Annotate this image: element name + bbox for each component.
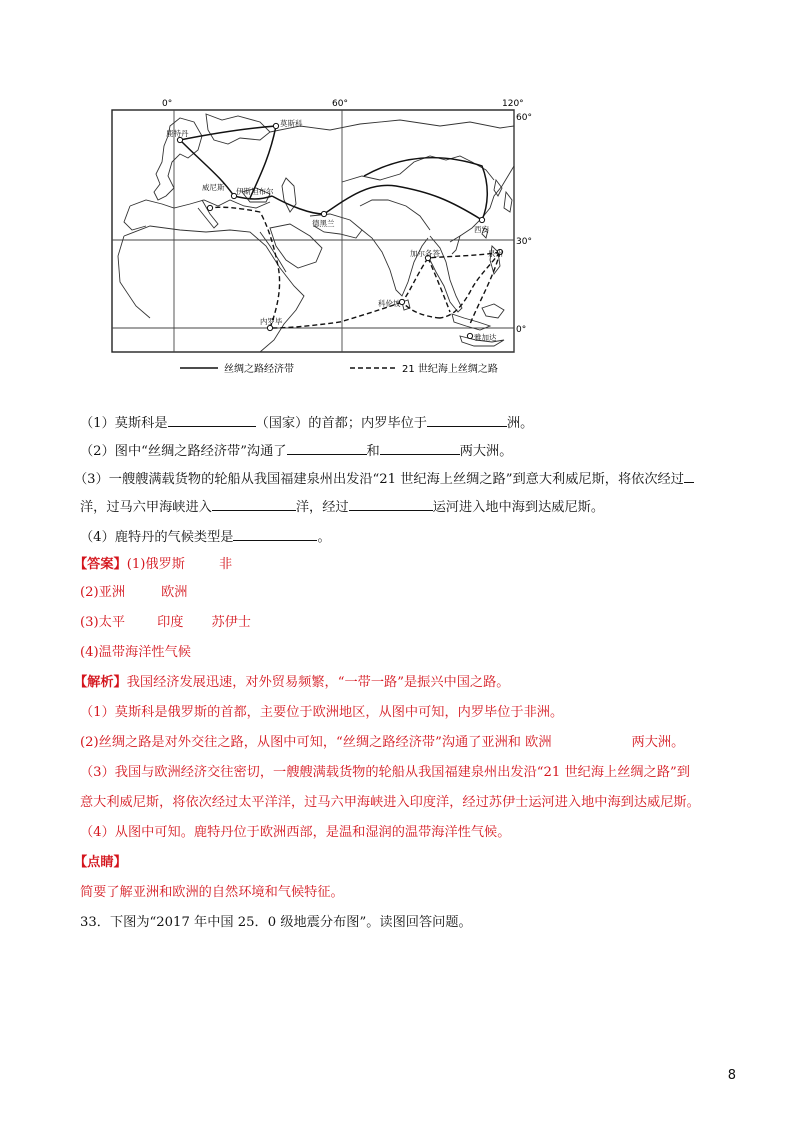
analysis-p1: （1）莫斯科是俄罗斯的首都，主要位于欧洲地区，从图中可知，内罗毕位于非洲。 <box>80 705 564 720</box>
analysis-p3-line-2: 意大利威尼斯，将依次经过太平洋洋，过马六甲海峡进入印度洋，经过苏伊士运河进入地中海到达威尼斯。 <box>80 795 700 810</box>
silk-road-map <box>110 96 530 382</box>
answer-blank[interactable] <box>287 440 367 455</box>
city-rotterdam-label: 鹿特丹 <box>166 129 189 138</box>
city-quanzhou-label: 泉州 <box>488 249 503 258</box>
city-jakarta-label: 雅加达 <box>474 333 497 342</box>
legend-sea-route: 21 世纪海上丝绸之路 <box>402 364 498 375</box>
answer-blank[interactable] <box>684 468 694 483</box>
point-text: 简要了解亚洲和欧洲的自然环境和气候特征。 <box>80 885 344 900</box>
answer-blank[interactable] <box>233 526 317 541</box>
analysis-label: 【解析】 <box>74 675 127 690</box>
city-xian-label: 西安 <box>474 225 489 234</box>
lat-label-60: 60° <box>516 113 532 123</box>
city-moscow-label: 莫斯科 <box>280 119 303 128</box>
answer-line-3: (3)太平 印度 苏伊士 <box>80 615 251 630</box>
question-1: （1）莫斯科是 （国家）的首都；内罗毕位于 洲。 <box>80 412 533 433</box>
question-4: （4）鹿特丹的气候类型是 。 <box>80 526 331 547</box>
legend-land-route: 丝绸之路经济带 <box>224 364 294 375</box>
point-label-line <box>74 854 127 872</box>
answer-blank[interactable] <box>168 412 256 427</box>
answer-line-2: (2)亚洲 欧洲 <box>80 585 188 600</box>
analysis-p4: （4）从图中可知。鹿特丹位于欧洲西部，是温和湿润的温带海洋性气候。 <box>80 825 511 840</box>
city-kolkata-label: 加尔各答 <box>410 249 440 258</box>
lat-label-30: 30° <box>516 237 532 247</box>
analysis-p2: (2)丝绸之路是对外交往之路，从图中可知，“丝绸之路经济带”沟通了亚洲和 欧洲 两大洲。 <box>80 735 685 750</box>
page-number: 8 <box>727 1068 736 1083</box>
analysis-intro: 【解析】我国经济发展迅速，对外贸易频繁，“一带一路”是振兴中国之路。 <box>74 675 510 690</box>
lon-label-0: 0° <box>162 99 173 109</box>
city-nairobi-label: 内罗毕 <box>260 317 283 326</box>
question-2: （2）图中“丝绸之路经济带”沟通了 和 两大洲。 <box>80 440 512 461</box>
lon-label-120: 120° <box>502 99 524 109</box>
answer-blank[interactable] <box>349 496 433 511</box>
lat-label-0: 0° <box>516 325 527 335</box>
answer-line-1: 【答案】(1)俄罗斯 非 <box>74 557 233 572</box>
city-dushanbe-label: 德黑兰 <box>312 219 335 228</box>
answer-line-4: (4)温带海洋性气候 <box>80 645 191 660</box>
question-3-line-1: （3）一艘艘满载货物的轮船从我国福建泉州出发沿“21 世纪海上丝绸之路”到意大利威尼斯，将依次经过 <box>74 468 694 489</box>
question-3-line-2: 洋，过马六甲海峡进入 洋，经过 运河进入地中海到达威尼斯。 <box>80 496 604 517</box>
answer-blank[interactable] <box>380 440 460 455</box>
city-colombo-label: 科伦坡 <box>378 299 401 308</box>
point-label: 【点睛】 <box>74 855 127 870</box>
answer-blank[interactable] <box>427 412 507 427</box>
question-33: 33．下图为“2017 年中国 25．0 级地震分布图”。读图回答问题。 <box>80 915 472 930</box>
answer-blank[interactable] <box>212 496 296 511</box>
lon-label-60: 60° <box>332 99 348 109</box>
analysis-p3-line-1: （3）我国与欧洲经济交往密切，一艘艘满载货物的轮船从我国福建泉州出发沿“21 世纪海上丝绸之路”到 <box>80 765 690 780</box>
city-venice-label: 威尼斯 <box>202 183 225 192</box>
answer-label: 【答案】 <box>74 557 127 572</box>
map-legend <box>180 362 498 375</box>
city-istanbul-label: 伊斯坦布尔 <box>236 187 274 196</box>
